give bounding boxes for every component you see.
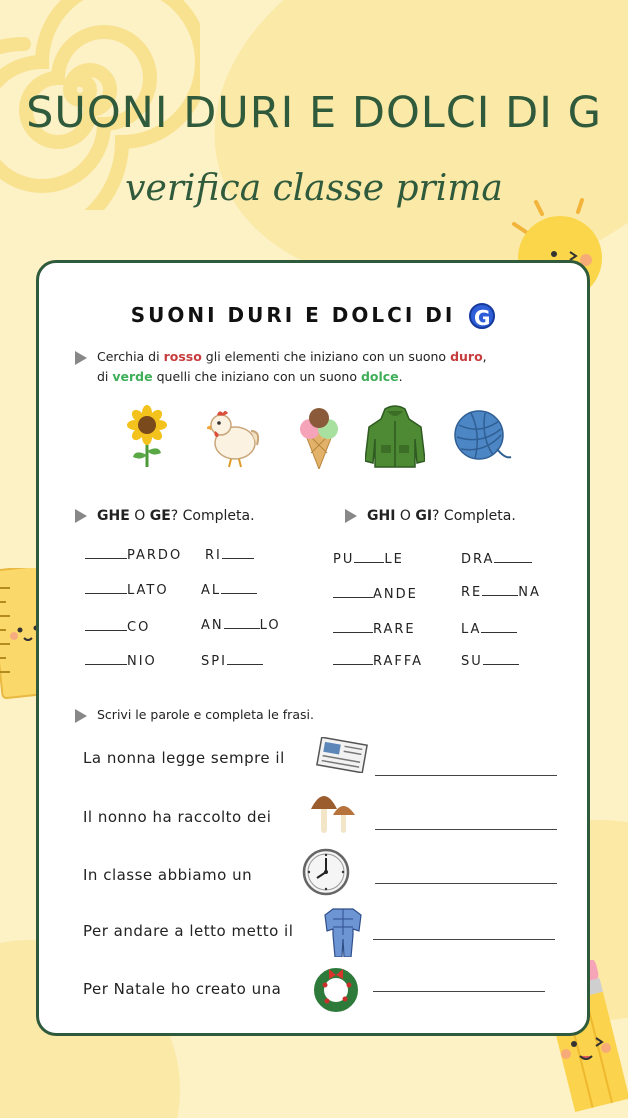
answer-line[interactable]: [373, 939, 555, 940]
fill-word[interactable]: LATO: [85, 582, 169, 598]
instruction-write: Scrivi le parole e completa le frasi.: [75, 707, 314, 723]
sentence-text: In classe abbiamo un: [83, 866, 253, 884]
fill-word[interactable]: DRA: [461, 551, 532, 567]
section-ghi-heading: GHI O GI? Completa.: [345, 508, 516, 524]
ice-cream-icon[interactable]: [297, 405, 341, 469]
fill-word[interactable]: RARE: [333, 621, 416, 637]
sentence-text: Per andare a letto metto il: [83, 922, 294, 940]
fill-word[interactable]: SU: [461, 653, 519, 669]
sentence-text: Il nonno ha raccolto dei: [83, 808, 272, 826]
fill-word[interactable]: CO: [85, 619, 150, 635]
page-subtitle: verifica classe prima: [125, 168, 503, 209]
instruction-circle: Cerchia di rosso gli elementi che iniziano con un suono duro, di verde quelli che iniziano con un suono dolce.: [75, 347, 487, 387]
yarn-ball-icon[interactable]: [451, 405, 513, 469]
card-title: [39, 303, 587, 329]
fill-word[interactable]: ANDE: [333, 586, 418, 602]
newspaper-icon: [315, 737, 369, 773]
letter-g-badge: G: [469, 303, 495, 329]
play-arrow-icon: [75, 509, 87, 523]
hen-icon[interactable]: [207, 405, 259, 469]
answer-line[interactable]: [375, 829, 557, 830]
fill-word[interactable]: RAFFA: [333, 653, 423, 669]
answer-line[interactable]: [375, 883, 557, 884]
fill-word[interactable]: RI: [205, 547, 254, 563]
fill-word[interactable]: RE NA: [461, 585, 541, 600]
play-arrow-icon: [345, 509, 357, 523]
sentence-text: Per Natale ho creato una: [83, 980, 282, 998]
fill-word[interactable]: SPI: [201, 653, 263, 669]
mushrooms-icon: [309, 783, 357, 835]
fill-word[interactable]: AN LO: [201, 618, 281, 633]
page-title: SUONI DURI E DOLCI DI G: [26, 88, 602, 138]
sentence-text: La nonna legge sempre il: [83, 749, 285, 767]
pictures-row: [109, 405, 529, 475]
play-arrow-icon: [75, 709, 87, 723]
fill-word[interactable]: LA: [461, 621, 517, 637]
wreath-icon: [311, 963, 361, 1013]
fill-word[interactable]: NIO: [85, 653, 157, 669]
section-ghe-heading: GHE O GE? Completa.: [75, 508, 255, 524]
fill-word[interactable]: PU LE: [333, 552, 404, 567]
answer-line[interactable]: [373, 991, 545, 992]
clock-icon: [301, 847, 351, 897]
fill-word[interactable]: PARDO: [85, 547, 182, 563]
card-title-text: SUONI DURI E DOLCI DI: [130, 303, 456, 327]
answer-line[interactable]: [375, 775, 557, 776]
hoodie-icon[interactable]: [365, 405, 425, 469]
fill-word[interactable]: AL: [201, 582, 257, 598]
play-arrow-icon: [75, 351, 87, 365]
pajamas-icon: [323, 907, 363, 957]
sunflower-icon[interactable]: [127, 405, 167, 469]
worksheet-card: [36, 260, 590, 1036]
